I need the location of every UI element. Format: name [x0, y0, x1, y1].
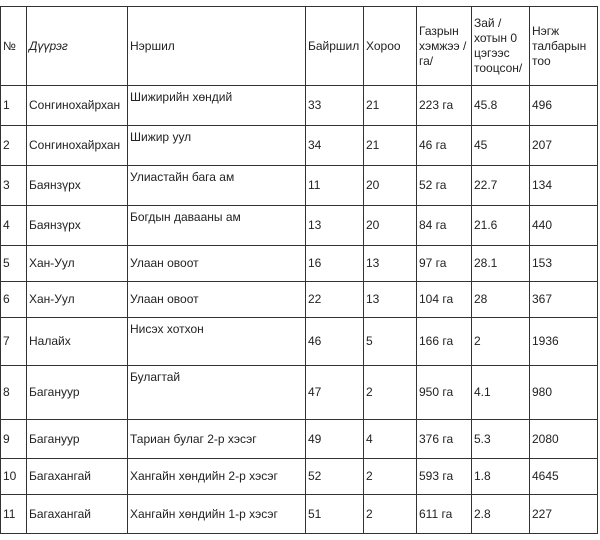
cell-name: Хангайн хөндийн 1-р хэсэг: [128, 495, 306, 534]
cell-parcel-count: 227: [530, 495, 598, 534]
cell-land-size: 84 га: [417, 206, 472, 246]
cell-distance: 5.3: [472, 420, 530, 459]
cell-khoroo: 5: [364, 318, 417, 366]
cell-number: 3: [1, 166, 27, 206]
cell-name: Шижир уул: [128, 126, 306, 166]
cell-khoroo: 2: [364, 459, 417, 495]
cell-district: Сонгинохайрхан: [27, 126, 128, 166]
cell-land-size: 593 га: [417, 459, 472, 495]
cell-land-size: 97 га: [417, 246, 472, 282]
header-name: Нэршил: [128, 7, 306, 86]
cell-name: Тариан булаг 2-р хэсэг: [128, 420, 306, 459]
cell-name: Улаан овоот: [128, 246, 306, 282]
cell-location: 49: [306, 420, 364, 459]
table-row: [1, 318, 598, 366]
table-row: [1, 366, 598, 420]
cell-khoroo: 20: [364, 206, 417, 246]
cell-khoroo: 13: [364, 246, 417, 282]
cell-parcel-count: 367: [530, 282, 598, 318]
cell-khoroo: 4: [364, 420, 417, 459]
cell-name: Шижирийн хөндий: [128, 86, 306, 126]
cell-land-size: 950 га: [417, 366, 472, 420]
table-row: [1, 206, 598, 246]
cell-district: Баянзүрх: [27, 166, 128, 206]
cell-name: Хангайн хөндийн 2-р хэсэг: [128, 459, 306, 495]
cell-distance: 4.1: [472, 366, 530, 420]
cell-khoroo: 20: [364, 166, 417, 206]
cell-district: Хан-Уул: [27, 246, 128, 282]
table-row: [1, 166, 598, 206]
cell-number: 6: [1, 282, 27, 318]
cell-district: Хан-Уул: [27, 282, 128, 318]
cell-name: Улаан овоот: [128, 282, 306, 318]
cell-number: 5: [1, 246, 27, 282]
cell-location: 51: [306, 495, 364, 534]
cell-khoroo: 2: [364, 366, 417, 420]
table-row: [1, 282, 598, 318]
cell-number: 8: [1, 366, 27, 420]
cell-number: 11: [1, 495, 27, 534]
cell-khoroo: 2: [364, 495, 417, 534]
cell-distance: 28: [472, 282, 530, 318]
cell-land-size: 376 га: [417, 420, 472, 459]
cell-khoroo: 13: [364, 282, 417, 318]
cell-location: 13: [306, 206, 364, 246]
table-row: [1, 86, 598, 126]
cell-parcel-count: 1936: [530, 318, 598, 366]
cell-number: 9: [1, 420, 27, 459]
cell-number: 7: [1, 318, 27, 366]
cell-name: Богдын давааны ам: [128, 206, 306, 246]
cell-district: Сонгинохайрхан: [27, 86, 128, 126]
cell-location: 16: [306, 246, 364, 282]
cell-distance: 21.6: [472, 206, 530, 246]
cell-location: 52: [306, 459, 364, 495]
header-location: Байршил: [306, 7, 364, 86]
cell-parcel-count: 207: [530, 126, 598, 166]
cell-location: 47: [306, 366, 364, 420]
header-land-size: Газрын хэмжээ / га/: [417, 7, 472, 86]
cell-distance: 2: [472, 318, 530, 366]
cell-parcel-count: 440: [530, 206, 598, 246]
cell-land-size: 46 га: [417, 126, 472, 166]
cell-land-size: 104 га: [417, 282, 472, 318]
cell-number: 10: [1, 459, 27, 495]
cell-parcel-count: 496: [530, 86, 598, 126]
cell-distance: 2.8: [472, 495, 530, 534]
cell-distance: 1.8: [472, 459, 530, 495]
table-row: [1, 246, 598, 282]
cell-parcel-count: 980: [530, 366, 598, 420]
cell-name: Нисэх хотхон: [128, 318, 306, 366]
cell-name: Булагтай: [128, 366, 306, 420]
header-district: Дүүрэг: [27, 7, 128, 86]
cell-number: 1: [1, 86, 27, 126]
cell-parcel-count: 134: [530, 166, 598, 206]
cell-location: 33: [306, 86, 364, 126]
cell-location: 11: [306, 166, 364, 206]
header-distance: Зай / хотын 0 цэгээс тооцсон/: [472, 7, 530, 86]
cell-district: Багануур: [27, 420, 128, 459]
cell-khoroo: 21: [364, 86, 417, 126]
cell-parcel-count: 2080: [530, 420, 598, 459]
cell-distance: 45: [472, 126, 530, 166]
cell-location: 46: [306, 318, 364, 366]
cell-distance: 22.7: [472, 166, 530, 206]
cell-parcel-count: 4645: [530, 459, 598, 495]
cell-distance: 45.8: [472, 86, 530, 126]
header-parcel-count: Нэгж талбарын тоо: [530, 7, 598, 86]
cell-land-size: 52 га: [417, 166, 472, 206]
header-number: №: [1, 7, 27, 86]
header-khoroo: Хороо: [364, 7, 417, 86]
cell-district: Багануур: [27, 366, 128, 420]
cell-location: 22: [306, 282, 364, 318]
table-row: [1, 459, 598, 495]
cell-district: Багахангай: [27, 495, 128, 534]
cell-land-size: 223 га: [417, 86, 472, 126]
cell-number: 2: [1, 126, 27, 166]
cell-name: Улиастайн бага ам: [128, 166, 306, 206]
cell-district: Налайх: [27, 318, 128, 366]
cell-location: 34: [306, 126, 364, 166]
cell-land-size: 611 га: [417, 495, 472, 534]
cell-parcel-count: 153: [530, 246, 598, 282]
cell-district: Баянзүрх: [27, 206, 128, 246]
cell-distance: 28.1: [472, 246, 530, 282]
table-header-row: [1, 7, 598, 86]
table-row: [1, 420, 598, 459]
table-row: [1, 126, 598, 166]
land-plots-table: [0, 6, 598, 534]
cell-district: Багахангай: [27, 459, 128, 495]
cell-number: 4: [1, 206, 27, 246]
cell-land-size: 166 га: [417, 318, 472, 366]
table-row: [1, 495, 598, 534]
cell-khoroo: 21: [364, 126, 417, 166]
